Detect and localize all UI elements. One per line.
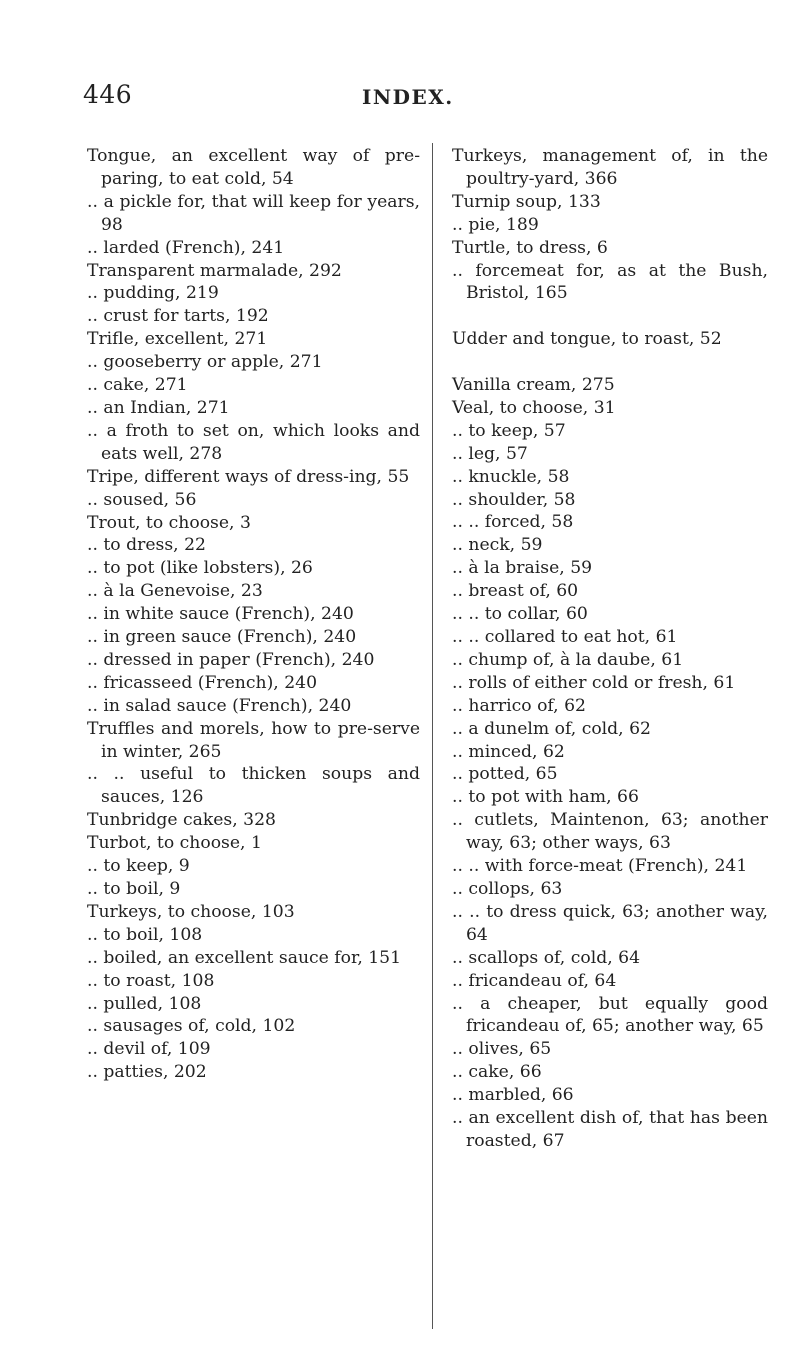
index-entry: .. to boil, 9 — [87, 879, 181, 899]
index-column-left — [87, 145, 420, 1084]
index-entry: .. leg, 57 — [452, 443, 528, 464]
index-entry: .. to pot (like lobsters), 26 — [87, 558, 313, 579]
index-entry: Turkeys, management of, in the poultry-yard, 366 — [452, 146, 768, 189]
index-entry: .. .. to dress quick, 63; another way, 64 — [452, 901, 768, 945]
index-entry: .. collops, 63 — [452, 878, 563, 899]
index-entry: .. pudding, 219 — [87, 283, 219, 304]
index-entry: Udder and tongue, to roast, 52 — [452, 329, 722, 350]
index-entry: .. to roast, 108 — [87, 970, 215, 991]
index-entry: Trout, to choose, 3 — [87, 512, 251, 533]
index-entry: .. patties, 202 — [87, 1062, 207, 1083]
index-entry: .. gooseberry or apple, 271 — [87, 352, 323, 373]
index-entry: .. cake, 271 — [87, 375, 188, 396]
index-entry: .. marbled, 66 — [452, 1085, 574, 1106]
index-entry: .. rolls of either cold or fresh, 61 — [452, 672, 736, 693]
index-entry: .. a cheaper, but equally good fricandeau of, 65; another way, 65 — [452, 993, 768, 1037]
index-entry: .. devil of, 109 — [87, 1039, 211, 1060]
index-entry: Turbot, to choose, 1 — [87, 833, 262, 854]
index-entry: .. sausages of, cold, 102 — [87, 1016, 296, 1037]
index-entry: Tripe, different ways of dress-ing, 55 — [87, 466, 410, 487]
section-gap — [452, 305, 768, 328]
index-entry: Veal, to choose, 31 — [452, 397, 616, 418]
index-entry: .. scallops of, cold, 64 — [452, 947, 641, 968]
index-entry: .. to keep, 57 — [452, 420, 566, 441]
index-entry: Truffles and morels, how to pre-serve in winter, 265 — [87, 718, 420, 762]
index-entry: .. crust for tarts, 192 — [87, 306, 269, 327]
page-number: 446 — [83, 80, 133, 109]
index-entry: .. .. collared to eat hot, 61 — [452, 627, 678, 647]
index-entry: Trifle, excellent, 271 — [87, 329, 268, 350]
index-entry: .. boiled, an excellent sauce for, 151 — [87, 947, 402, 968]
index-entry: .. cake, 66 — [452, 1062, 542, 1083]
index-entry: .. .. useful to thicken soups and sauces, 126 — [87, 764, 420, 808]
index-entry: .. soused, 56 — [87, 489, 197, 510]
index-entry: .. cutlets, Maintenon, 63; another way, 63; other ways, 63 — [452, 810, 768, 854]
index-entry: .. fricandeau of, 64 — [452, 970, 617, 991]
index-entry: .. harrico of, 62 — [452, 695, 586, 716]
index-entry: .. in green sauce (French), 240 — [87, 627, 357, 648]
index-entry: .. .. forced, 58 — [452, 512, 574, 533]
index-entry: .. potted, 65 — [452, 764, 558, 785]
index-entry: .. .. with force-meat (French), 241 — [452, 856, 748, 877]
index-entry: Turtle, to dress, 6 — [452, 237, 608, 258]
index-entry: .. knuckle, 58 — [452, 466, 570, 487]
index-entry: .. shoulder, 58 — [452, 489, 576, 510]
index-entry: .. à la Genevoise, 23 — [87, 581, 263, 602]
index-entry: .. à la braise, 59 — [452, 558, 593, 579]
index-entry: .. dressed in paper (French), 240 — [87, 649, 375, 670]
index-entry: .. in white sauce (French), 240 — [87, 604, 354, 625]
column-divider — [432, 143, 433, 1329]
index-entry: Turkeys, to choose, 103 — [87, 901, 295, 922]
page-header — [0, 80, 800, 110]
index-entry: .. to keep, 9 — [87, 856, 190, 877]
index-entry: .. forcemeat for, as at the Bush, Bristol, 165 — [452, 260, 768, 304]
index-entry: .. to pot with ham, 66 — [452, 787, 639, 808]
index-entry: .. a pickle for, that will keep for years, 98 — [87, 191, 420, 235]
index-entry: .. an excellent dish of, that has been roasted, 67 — [452, 1108, 768, 1151]
index-entry: .. pie, 189 — [452, 214, 539, 235]
index-entry: Tongue, an excellent way of pre-paring, to eat cold, 54 — [87, 146, 420, 189]
index-entry: .. larded (French), 241 — [87, 237, 285, 258]
index-entry: .. a dunelm of, cold, 62 — [452, 718, 651, 739]
index-entry: .. to dress, 22 — [87, 535, 206, 556]
index-entry: .. in salad sauce (French), 240 — [87, 695, 352, 716]
index-entry: Tunbridge cakes, 328 — [87, 810, 276, 831]
index-entry: .. neck, 59 — [452, 535, 543, 556]
index-entry: .. to boil, 108 — [87, 924, 203, 945]
index-entry: .. minced, 62 — [452, 741, 565, 762]
index-column-right — [452, 145, 768, 1153]
index-entry: Turnip soup, 133 — [452, 191, 601, 212]
index-entry: .. fricasseed (French), 240 — [87, 672, 318, 693]
running-head: INDEX. — [362, 85, 454, 109]
index-entry: Vanilla cream, 275 — [452, 375, 615, 396]
index-entry: .. olives, 65 — [452, 1039, 552, 1060]
index-entry: .. .. to collar, 60 — [452, 604, 588, 625]
section-gap — [452, 351, 768, 374]
index-entry: .. pulled, 108 — [87, 993, 202, 1014]
index-entry: .. a froth to set on, which looks and eats well, 278 — [87, 420, 420, 464]
index-entry: .. an Indian, 271 — [87, 397, 230, 418]
index-entry: Transparent marmalade, 292 — [87, 260, 342, 281]
index-entry: .. breast of, 60 — [452, 581, 579, 602]
index-entry: .. chump of, à la daube, 61 — [452, 649, 684, 670]
